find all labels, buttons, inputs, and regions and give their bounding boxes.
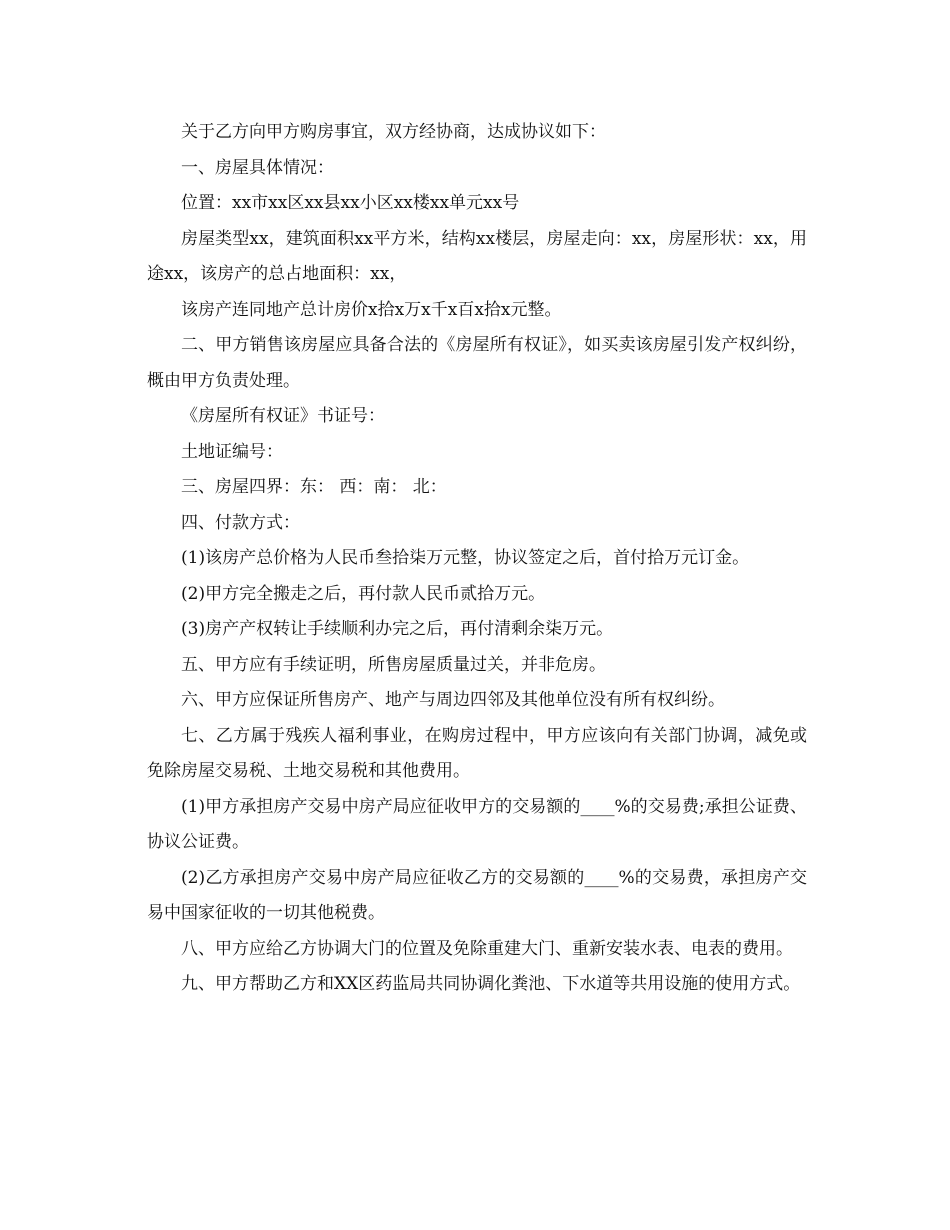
section-8-gate: 八、甲方应给乙方协调大门的位置及免除重建大门、重新安装水表、电表的费用。 bbox=[181, 938, 793, 959]
section-7-tax-exemption: 七、乙方属于残疾人福利事业，在购房过程中，甲方应该向有关部门协调，减免或免除房屋交易税、土地交易税和其他费用。 bbox=[147, 725, 807, 781]
total-price-line: 该房产连同地产总计房价x拾x万x千x百x拾x元整。 bbox=[181, 299, 562, 320]
fee-item-2: (2)乙方承担房产交易中房产局应征收乙方的交易额的____%的交易费，承担房产交易中国家征收的一切其他税费。 bbox=[147, 867, 807, 923]
paragraph-intro: 关于乙方向甲方购房事宜，双方经协商，达成协议如下： bbox=[181, 122, 606, 142]
fee-item-1: (1)甲方承担房产交易中房产局应征收甲方的交易额的____%的交易费;承担公证费、协议公证费。 bbox=[147, 796, 807, 852]
section-4-heading: 四、付款方式： bbox=[181, 512, 300, 533]
section-2-ownership: 二、甲方销售该房屋应具备合法的《房屋所有权证》，如买卖该房屋引发产权纠纷，概由甲方负责处理。 bbox=[147, 335, 807, 391]
certificate-number-line: 《房屋所有权证》书证号： bbox=[181, 406, 385, 426]
land-certificate-line: 土地证编号： bbox=[181, 441, 283, 462]
house-details: 房屋类型xx，建筑面积xx平方米，结构xx楼层，房屋走向：xx，房屋形状：xx，用途xx，该房产的总占地面积：xx， bbox=[147, 228, 807, 284]
payment-item-2: (2)甲方完全搬走之后，再付款人民币贰拾万元。 bbox=[181, 583, 546, 604]
document-body bbox=[147, 115, 807, 1003]
payment-item-3: (3)房产产权转让手续顺利办完之后，再付清剩余柒万元。 bbox=[181, 619, 614, 639]
section-5-quality: 五、甲方应有手续证明，所售房屋质量过关，并非危房。 bbox=[181, 654, 606, 675]
payment-item-1: (1)该房产总价格为人民币叁拾柒万元整，协议签定之后，首付拾万元订金。 bbox=[181, 548, 750, 568]
section-9-facilities: 九、甲方帮助乙方和XX区药监局共同协调化粪池、下水道等共用设施的使用方式。 bbox=[181, 974, 801, 994]
section-1-heading: 一、房屋具体情况： bbox=[181, 157, 334, 178]
section-3-boundaries: 三、房屋四界：东： 西：南： 北： bbox=[181, 477, 447, 497]
section-6-no-disputes: 六、甲方应保证所售房产、地产与周边四邻及其他单位没有所有权纠纷。 bbox=[181, 690, 725, 710]
location-line: 位置：xx市xx区xx县xx小区xx楼xx单元xx号 bbox=[181, 193, 520, 213]
